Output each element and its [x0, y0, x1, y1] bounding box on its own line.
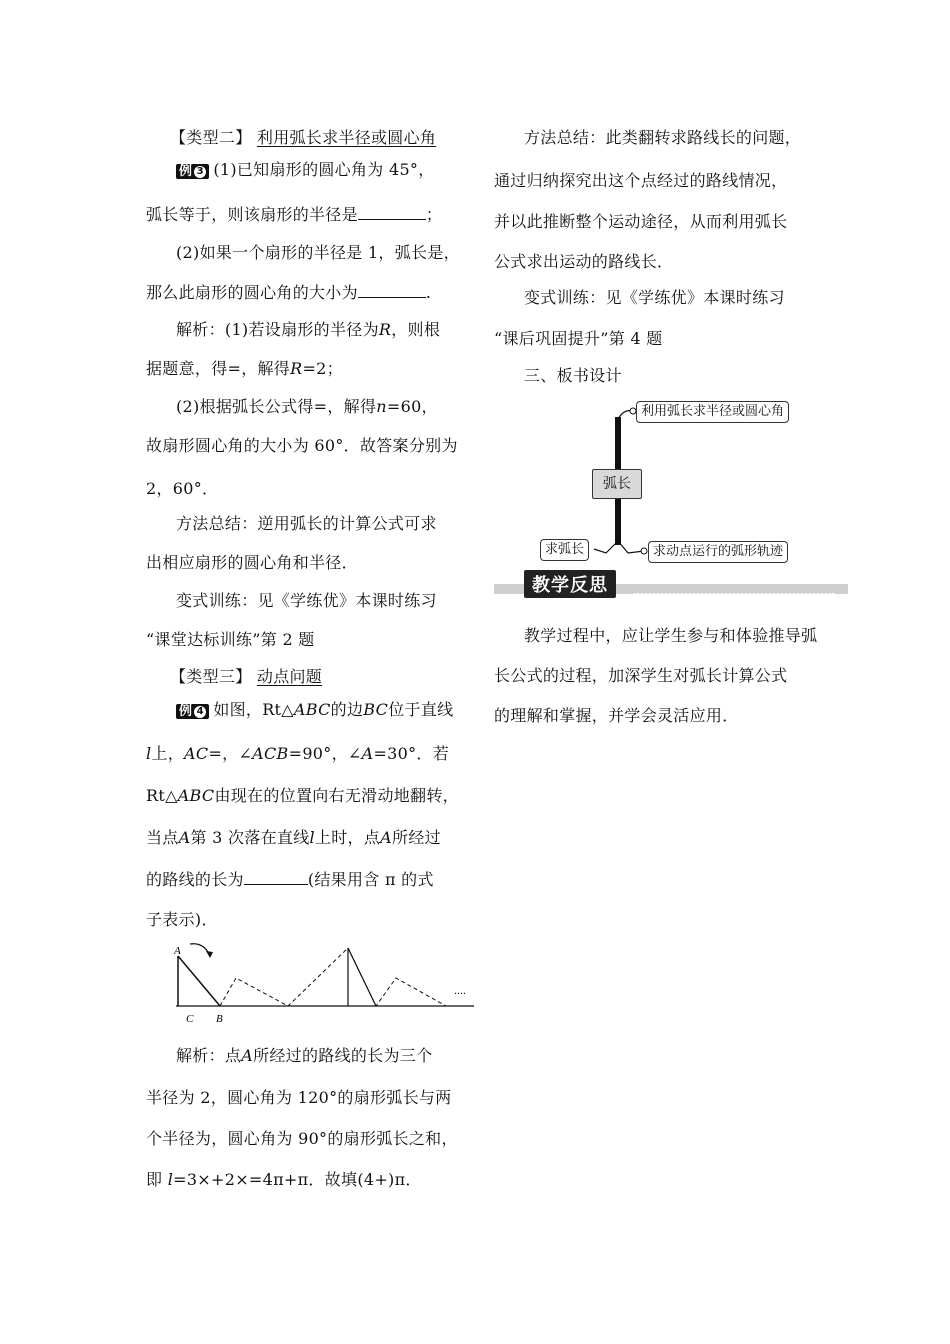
- summary4-line2: 通过归纳探究出这个点经过的路线情况，: [494, 171, 788, 190]
- answer-blank: [244, 870, 308, 885]
- example3-line2: 弧长等于，则该扇形的半径是 ；: [146, 205, 443, 224]
- answer-blank: [358, 205, 426, 220]
- type3-title: 动点问题: [256, 667, 323, 686]
- example4-line3: Rt△ABC由现在的位置向右无滑动地翻转，: [146, 786, 459, 805]
- type2-bracket: 【类型二】: [170, 128, 252, 147]
- summary3-line2: 出相应扇形的圆心角和半径．: [146, 553, 358, 572]
- variant4-line2: “课后巩固提升”第 4 题: [494, 329, 663, 348]
- triangle-positions-1: [220, 948, 348, 1006]
- solution4-line4: 即 l=3×+2×=4π+π．故填(4+)π．: [146, 1170, 422, 1189]
- solution3-line1: 解析：(1)若设扇形的半径为R，则根: [176, 320, 441, 339]
- variant4-line1: 变式训练：见《学练优》本课时练习: [524, 288, 785, 307]
- reflection-line3: 的理解和掌握，并学会灵活应用．: [494, 706, 739, 725]
- board-design-title: 三、板书设计: [524, 366, 622, 385]
- type2-title: 利用弧长求半径或圆心角: [256, 128, 437, 147]
- solution3-line3: (2)根据弧长公式得=，解得n=60，: [176, 397, 438, 416]
- mindmap-top-node: 利用弧长求半径或圆心角: [636, 401, 789, 423]
- reflection-line2: 长公式的过程，加深学生对弧长计算公式: [494, 666, 788, 685]
- type2-heading: [170, 128, 436, 148]
- solution4-line1: 解析：点A所经过的路线的长为三个: [176, 1046, 433, 1065]
- connector-right: [618, 541, 644, 553]
- solution4-line3: 个半径为，圆心角为 90°的扇形弧长之和，: [146, 1129, 458, 1148]
- solution4-line2: 半径为 2，圆心角为 120°的扇形弧长与两: [146, 1088, 452, 1107]
- label-B: B: [216, 1013, 223, 1025]
- variant3-line2: “课堂达标训练”第 2 题: [146, 630, 315, 649]
- example4-line5: 的路线的长为 (结果用含 π 的式: [146, 870, 434, 889]
- summary3-line1: 方法总结：逆用弧长的计算公式可求: [176, 514, 437, 533]
- example4-line1: 例 4 如图，Rt△ABC的边BC位于直线: [176, 700, 453, 720]
- example3-line4: 那么此扇形的圆心角的大小为 .: [146, 283, 432, 302]
- type3-heading: [170, 667, 322, 687]
- answer-blank: [358, 283, 426, 298]
- ellipsis: ....: [454, 983, 466, 997]
- label-A: A: [174, 945, 181, 957]
- reflection-banner: [494, 570, 848, 596]
- type3-bracket: 【类型三】: [170, 667, 252, 686]
- variant3-line1: 变式训练：见《学练优》本课时练习: [176, 591, 437, 610]
- side-AB: [178, 956, 220, 1006]
- label-C: C: [186, 1013, 194, 1025]
- rolling-triangle-figure: [168, 938, 478, 1028]
- banner-dots: [634, 585, 834, 595]
- example3-line3: (2)如果一个扇形的半径是 1，弧长是，: [176, 243, 460, 262]
- summary4-line3: 并以此推断整个运动途径，从而利用弧长: [494, 212, 788, 231]
- mindmap-center-node: 弧长: [592, 469, 642, 499]
- banner-title: 教学反思: [524, 570, 616, 598]
- summary4-line1: 方法总结：此类翻转求路线长的问题，: [524, 128, 802, 147]
- example4-badge: 例 4: [176, 704, 209, 719]
- arrowhead-icon: [206, 951, 213, 958]
- example4-line4: 当点A第 3 次落在直线l上时，点A所经过: [146, 828, 441, 847]
- summary4-line4: 公式求出运动的路线长．: [494, 252, 674, 271]
- triangle-hyp-2: [348, 948, 376, 1006]
- rotation-arrow-icon: [190, 944, 210, 956]
- example4-line2: l上，AC=，∠ACB=90°，∠A=30°．若: [146, 744, 450, 763]
- node-dot: [641, 548, 647, 554]
- connector-left: [594, 541, 618, 553]
- mindmap-left-node: 求弧长: [540, 539, 589, 561]
- mindmap-right-node: 求动点运行的弧形轨迹: [648, 541, 788, 563]
- example3-badge: 例 3: [176, 164, 209, 179]
- reflection-line1: 教学过程中，应让学生参与和体验推导弧: [524, 626, 818, 645]
- solution3-line2: 据题意，得=，解得R=2；: [146, 359, 343, 378]
- example4-line6: 子表示)．: [146, 910, 218, 929]
- board-mindmap: [536, 395, 796, 575]
- solution3-line5: 2，60°．: [146, 479, 219, 498]
- example3-line1: 例 3 (1)已知扇形的圆心角为 45°，: [176, 160, 435, 180]
- triangle-positions-2: [348, 948, 446, 1006]
- solution3-line4: 故扇形圆心角的大小为 60°．故答案分别为: [146, 436, 458, 455]
